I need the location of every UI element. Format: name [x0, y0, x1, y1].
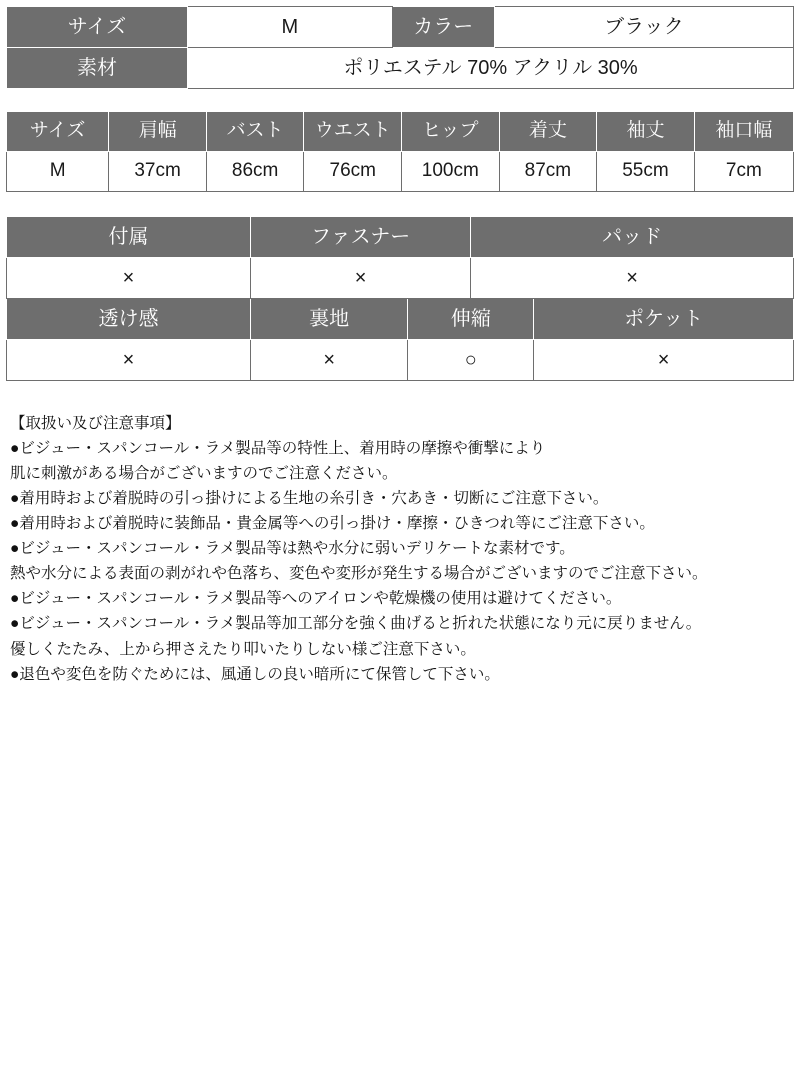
spec-label-color: カラー: [392, 7, 494, 48]
feature-header-sheer: 透け感: [7, 298, 251, 339]
feature-value-sheer: ×: [7, 339, 251, 380]
feature-header-lining: 裏地: [250, 298, 407, 339]
table-row: [7, 48, 794, 89]
care-note-line: ●ビジュー・スパンコール・ラメ製品等へのアイロンや乾燥機の使用は避けてください。: [10, 590, 622, 608]
care-note-line: 優しくたたみ、上から押さえたり叩いたりしない様ご注意下さい。: [10, 640, 476, 658]
table-row: [7, 151, 794, 191]
care-note-line: 肌に刺激がある場合がございますのでご注意ください。: [10, 464, 398, 482]
measure-header-sleeve-length: 袖丈: [597, 112, 695, 152]
feature-header-stretch: 伸縮: [408, 298, 534, 339]
measure-header-bust: バスト: [206, 112, 304, 152]
feature-value-pocket: ×: [534, 339, 794, 380]
care-note-line: ●着用時および着脱時に装飾品・貴金属等への引っ掛け・摩擦・ひきつれ等にご注意下さい。: [10, 515, 655, 533]
care-note-line: ●着用時および着脱時の引っ掛けによる生地の糸引き・穴あき・切断にご注意下さい。: [10, 489, 609, 507]
care-note-line: ●ビジュー・スパンコール・ラメ製品等加工部分を強く曲げると折れた状態になり元に戻りません。: [10, 615, 702, 633]
measure-header-cuff-width: 袖口幅: [694, 112, 793, 152]
measure-header-shoulder: 肩幅: [109, 112, 207, 152]
table-row: [7, 7, 794, 48]
feature-value-pad: ×: [471, 257, 794, 298]
care-notes-title: 【取扱い及び注意事項】: [10, 414, 181, 432]
measure-value-length: 87cm: [499, 151, 597, 191]
measure-value-hip: 100cm: [402, 151, 500, 191]
table-header-row: [7, 298, 794, 339]
feature-value-stretch: ○: [408, 339, 534, 380]
feature-header-pocket: ポケット: [534, 298, 794, 339]
table-row: [7, 257, 794, 298]
measure-value-shoulder: 37cm: [109, 151, 207, 191]
feature-value-attachment: ×: [7, 257, 251, 298]
care-note-line: 熱や水分による表面の剥がれや色落ち、変色や変形が発生する場合がございますのでご注意下さい。: [10, 565, 708, 583]
care-notes: [6, 411, 794, 687]
measure-header-size: サイズ: [7, 112, 109, 152]
care-note-line: ●ビジュー・スパンコール・ラメ製品等は熱や水分に弱いデリケートな素材です。: [10, 540, 575, 558]
measure-header-length: 着丈: [499, 112, 597, 152]
spec-value-material: ポリエステル 70% アクリル 30%: [188, 48, 794, 89]
feature-header-attachment: 付属: [7, 216, 251, 257]
feature-header-fastener: ファスナー: [250, 216, 470, 257]
table-header-row: [7, 112, 794, 152]
measure-header-waist: ウエスト: [304, 112, 402, 152]
spec-table: [6, 6, 794, 89]
features-table: [6, 216, 794, 381]
measurement-table: [6, 111, 794, 192]
measure-header-hip: ヒップ: [402, 112, 500, 152]
table-header-row: [7, 216, 794, 257]
measure-value-waist: 76cm: [304, 151, 402, 191]
feature-header-pad: パッド: [471, 216, 794, 257]
spec-value-color: ブラック: [494, 7, 793, 48]
spec-value-size: M: [188, 7, 393, 48]
table-row: [7, 339, 794, 380]
feature-value-lining: ×: [250, 339, 407, 380]
measure-value-bust: 86cm: [206, 151, 304, 191]
feature-value-fastener: ×: [250, 257, 470, 298]
measure-value-size: M: [7, 151, 109, 191]
measure-value-cuff-width: 7cm: [694, 151, 793, 191]
spec-label-size: サイズ: [7, 7, 188, 48]
care-note-line: ●ビジュー・スパンコール・ラメ製品等の特性上、着用時の摩擦や衝撃により: [10, 439, 546, 457]
measure-value-sleeve-length: 55cm: [597, 151, 695, 191]
care-note-line: ●退色や変色を防ぐためには、風通しの良い暗所にて保管して下さい。: [10, 665, 500, 683]
spec-label-material: 素材: [7, 48, 188, 89]
